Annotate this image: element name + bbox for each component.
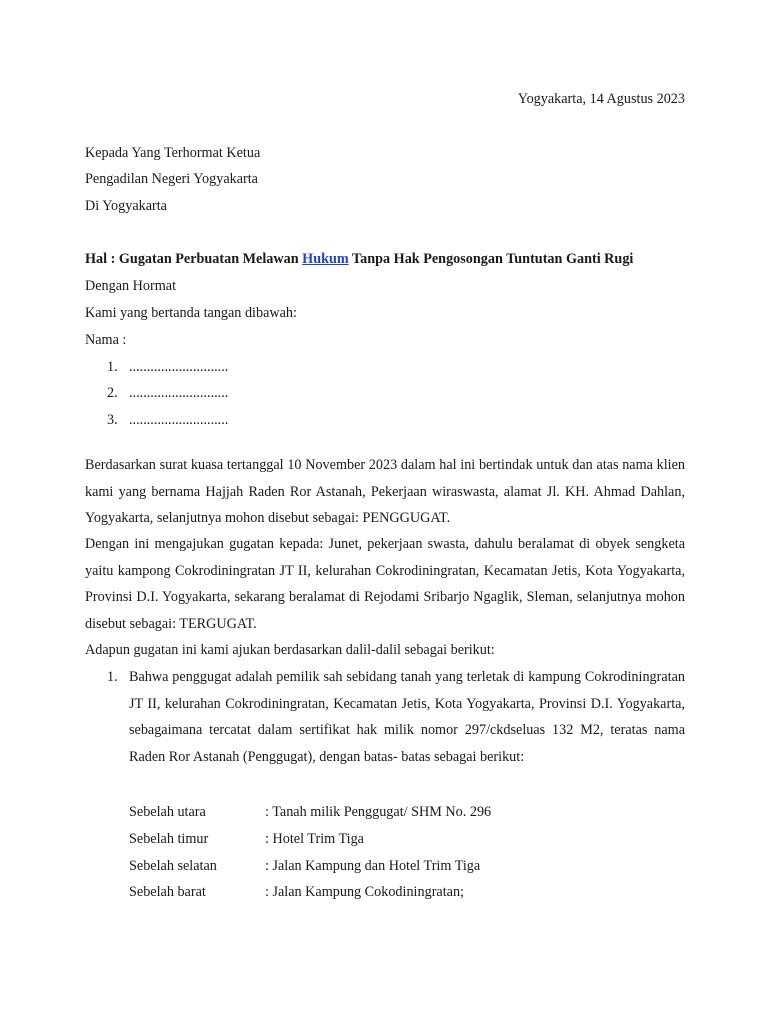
name-list-item bbox=[107, 384, 229, 402]
subject-suffix: Tanpa Hak Pengosongan Tuntutan Ganti Rugi bbox=[348, 251, 634, 267]
boundary-value: : Hotel Trim Tiga bbox=[265, 831, 364, 847]
intro-line: Kami yang bertanda tangan dibawah: bbox=[85, 305, 297, 321]
paragraph-power-of-attorney: Berdasarkan surat kuasa tertanggal 10 November 2023 dalam hal ini bertindak untuk dan atas nama klien kami yang bernama Hajjah Raden Ror Astanah, Pekerjaan wiraswasta, alamat Jl. KH. Ahmad Dahlan, Yogyakarta, selanjutnya mohon disebut sebagai: PENGGUGAT. bbox=[85, 457, 685, 526]
name-list-item bbox=[107, 411, 229, 429]
name-placeholder: ............................ bbox=[129, 385, 229, 401]
subject-hyperlink[interactable]: Hukum bbox=[302, 251, 349, 267]
claim-number: 1. bbox=[107, 669, 118, 685]
list-number: 1. bbox=[107, 359, 118, 375]
name-label: Nama : bbox=[85, 332, 127, 348]
paragraph-claims-intro: Adapun gugatan ini kami ajukan berdasarkan dalil-dalil sebagai berikut: bbox=[85, 642, 495, 658]
boundary-value: : Tanah milik Penggugat/ SHM No. 296 bbox=[265, 804, 492, 820]
boundary-value: : Jalan Kampung Cokodiningratan; bbox=[265, 884, 464, 900]
name-list-item bbox=[107, 358, 229, 376]
name-placeholder: ............................ bbox=[129, 412, 229, 428]
boundary-label: Sebelah timur bbox=[129, 831, 209, 847]
boundary-row-west bbox=[129, 883, 464, 901]
boundary-value: : Jalan Kampung dan Hotel Trim Tiga bbox=[265, 858, 481, 874]
subject-line bbox=[85, 250, 633, 268]
salutation: Dengan Hormat bbox=[85, 278, 177, 294]
list-number: 2. bbox=[107, 385, 118, 401]
name-placeholder: ............................ bbox=[129, 359, 229, 375]
list-number: 3. bbox=[107, 412, 118, 428]
recipient-line-3: Di Yogyakarta bbox=[85, 198, 167, 214]
boundary-label: Sebelah barat bbox=[129, 884, 206, 900]
boundary-row-north bbox=[129, 803, 492, 821]
recipient-line-2: Pengadilan Negeri Yogyakarta bbox=[85, 171, 258, 187]
boundary-row-south bbox=[129, 857, 481, 875]
claim-text: Bahwa penggugat adalah pemilik sah sebidang tanah yang terletak di kampung Cokrodiningratan JT II, kelurahan Cokrodiningratan, Kecamatan Jetis, Kota Yogyakarta, Provinsi D.I. Yogyakarta, sebagaimana tercatat dalam sertifikat hak milik nomor 297/ckdseluas 132 M2, teratas nama Raden Ror Astanah (Penggugat), dengan batas- batas sebagai berikut: bbox=[129, 669, 685, 765]
boundary-label: Sebelah selatan bbox=[129, 858, 217, 874]
boundary-row-east bbox=[129, 830, 364, 848]
recipient-line-1: Kepada Yang Terhormat Ketua bbox=[85, 145, 261, 161]
boundary-label: Sebelah utara bbox=[129, 804, 206, 820]
subject-prefix: Hal : Gugatan Perbuatan Melawan bbox=[85, 251, 303, 267]
paragraph-defendant: Dengan ini mengajukan gugatan kepada: Junet, pekerjaan swasta, dahulu beralamat di obyek sengketa yaitu kampong Cokrodiningratan JT II, kelurahan Cokrodiningratan, Kecamatan Jetis, Kota Yogyakarta, Provinsi D.I. Yogyakarta, sekarang beralamat di Rejodami Sribarjo Ngaglik, Sleman, selanjutnya mohon disebut sebagai: TERGUGAT. bbox=[85, 536, 685, 632]
letter-date: Yogyakarta, 14 Agustus 2023 bbox=[517, 91, 685, 107]
